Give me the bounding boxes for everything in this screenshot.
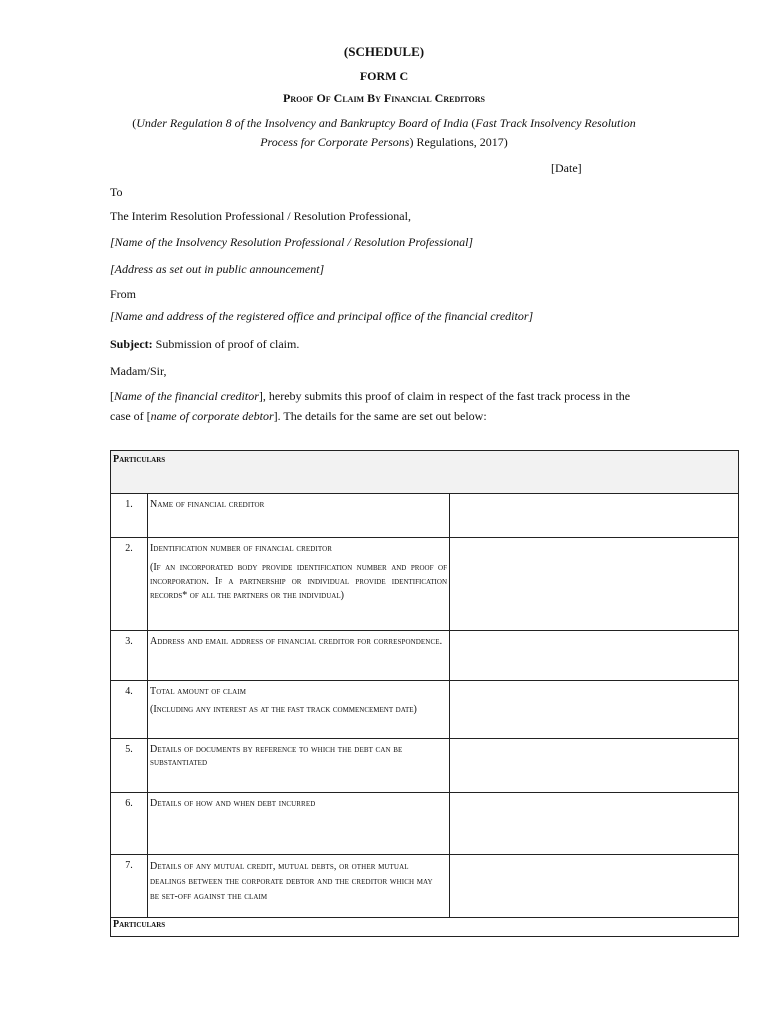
row-value-cell[interactable] — [450, 494, 739, 538]
row-description: Details of how and when debt incurred — [148, 793, 450, 855]
row-value-cell[interactable] — [450, 631, 739, 681]
rp-name-placeholder: [Name of the Insolvency Resolution Professional / Resolution Professional] — [110, 235, 474, 249]
row-number: 6. — [111, 793, 148, 855]
row-number: 7. — [111, 855, 148, 918]
row-value-cell[interactable] — [450, 793, 739, 855]
table-row — [111, 681, 739, 739]
rp-address-placeholder: [Address as set out in public announcement] — [110, 262, 325, 276]
claim-table — [110, 450, 739, 937]
table-row — [111, 538, 739, 631]
row-number: 5. — [111, 739, 148, 793]
row-description: Identification number of financial creditor (If an incorporated body provide identification number and proof of incorporation. If a partnership or individual provide identification records* of all the partners or the individual) — [148, 538, 450, 631]
row-number: 2. — [111, 538, 148, 631]
row-number: 4. — [111, 681, 148, 739]
table-header-row — [111, 451, 739, 494]
subject-line: Subject: Submission of proof of claim. — [110, 337, 300, 351]
salutation: Madam/Sir, — [110, 364, 167, 378]
row-description: Name of financial creditor — [148, 494, 450, 538]
row-value-cell[interactable] — [450, 739, 739, 793]
row-value-cell[interactable] — [450, 681, 739, 739]
schedule-heading: (SCHEDULE) — [343, 44, 425, 59]
row-description: Details of any mutual credit, mutual debts, or other mutual dealings between the corporate debtor and the creditor which may be set-off against the claim — [148, 855, 450, 918]
table-row — [111, 739, 739, 793]
row-number: 3. — [111, 631, 148, 681]
table-row — [111, 855, 739, 918]
form-title: Proof Of Claim By Financial Creditors — [283, 91, 485, 105]
table-row — [111, 631, 739, 681]
row-value-cell[interactable] — [450, 855, 739, 918]
table-header: Particulars — [111, 451, 739, 494]
row-description: Total amount of claim (Including any interest as at the fast track commencement date) — [148, 681, 450, 739]
form-heading: FORM C — [359, 69, 409, 83]
date-placeholder: [Date] — [551, 161, 582, 175]
to-label: To — [110, 185, 123, 199]
regulation-line-2: Process for Corporate Persons) Regulations, 2017) — [260, 135, 508, 149]
row-description: Details of documents by reference to which the debt can be substantiated — [148, 739, 450, 793]
table-footer-row — [111, 918, 739, 937]
table-footer: Particulars — [111, 918, 739, 937]
table-row — [111, 793, 739, 855]
row-value-cell[interactable] — [450, 538, 739, 631]
creditor-address-placeholder: [Name and address of the registered office and principal office of the financial creditor] — [110, 309, 534, 323]
regulation-line-1: (Under Regulation 8 of the Insolvency and Bankruptcy Board of India (Fast Track Insolvency Resolution — [132, 116, 636, 130]
row-description: Address and email address of financial creditor for correspondence. — [148, 631, 450, 681]
from-label: From — [110, 287, 137, 301]
body-line-1: [Name of the financial creditor], hereby submits this proof of claim in respect of the fast track process in the — [110, 389, 631, 403]
table-row — [111, 494, 739, 538]
row-number: 1. — [111, 494, 148, 538]
addressee: The Interim Resolution Professional / Resolution Professional, — [110, 209, 411, 223]
body-line-2: case of [name of corporate debtor]. The details for the same are set out below: — [110, 409, 487, 423]
